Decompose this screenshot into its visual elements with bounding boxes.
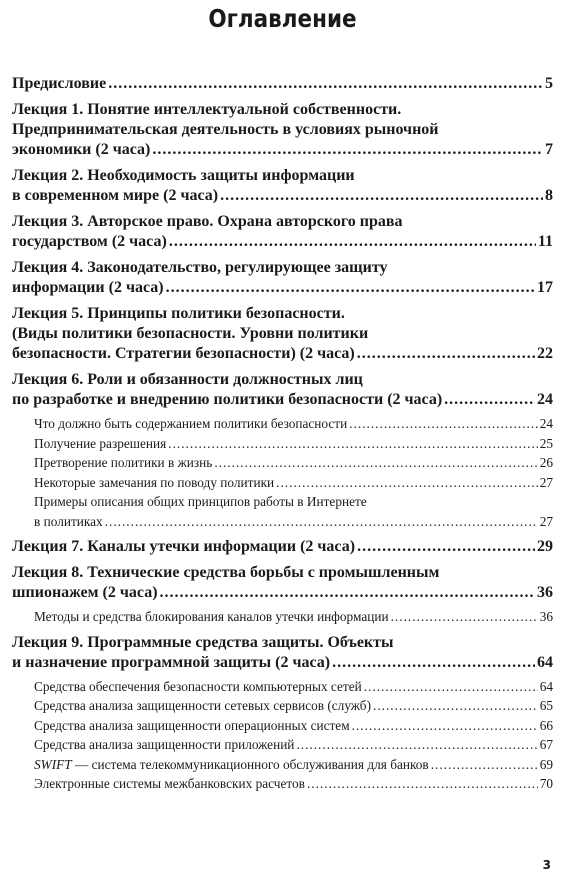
toc-entry-text: Примеры описания общих принципов работы в Интернете (34, 494, 367, 509)
toc-page-number: 29 (537, 538, 553, 555)
toc-entry-text: Лекция 3. Авторское право. Охрана авторского права (12, 213, 403, 230)
toc-entry-text: и назначение программной защиты (2 часа) (12, 653, 331, 671)
dot-leader (168, 434, 537, 454)
toc-page-number: 17 (537, 279, 553, 296)
toc-subentry (12, 414, 553, 434)
toc-entry-text: Лекция 2. Необходимость защиты информации (12, 167, 355, 184)
toc-subentry (12, 492, 553, 531)
toc-entry (12, 74, 553, 94)
toc-page-number: 8 (545, 187, 553, 204)
dot-leader (357, 537, 535, 557)
toc-entry (12, 537, 553, 557)
dot-leader (166, 278, 535, 298)
dot-leader (444, 390, 535, 410)
toc-entry-text: Лекция 5. Принципы политики безопасности. (12, 305, 345, 322)
toc-entry-text: (Виды политики безопасности. Уровни политики (12, 325, 369, 342)
dot-leader (431, 755, 538, 775)
toc-page-number: 64 (539, 678, 553, 694)
toc-subentry (12, 473, 553, 493)
toc-page-number: 27 (539, 513, 553, 529)
toc-entry-text: Средства анализа защищенности приложений (34, 737, 295, 752)
toc-page-number: 27 (539, 474, 553, 490)
toc-entry-text: Лекция 4. Законодательство, регулирующее защиту (12, 259, 388, 276)
dot-leader (307, 774, 538, 794)
toc-page-number: 26 (539, 455, 553, 470)
toc-entry-text: информации (2 часа) (12, 279, 164, 296)
dot-leader (152, 140, 543, 160)
toc-entry (12, 633, 553, 673)
toc-entry (12, 212, 553, 252)
toc-entry (12, 563, 553, 603)
toc-entry (12, 100, 553, 160)
page-number: 3 (542, 858, 551, 872)
dot-leader (108, 74, 543, 94)
dot-leader (220, 186, 543, 206)
table-of-contents (12, 74, 553, 800)
toc-page-number: 7 (545, 141, 553, 158)
toc-page-number: 24 (537, 391, 553, 408)
toc-entry-text: Предпринимательская деятельность в условиях рыночной (12, 121, 439, 138)
toc-entry-text: экономики (2 часа) (12, 141, 151, 158)
toc-page-number: 70 (539, 776, 553, 791)
toc-entry (12, 166, 553, 206)
toc-subentry-group (12, 414, 553, 531)
dot-leader (160, 583, 535, 603)
toc-entry-text: Лекция 8. Технические средства борьбы с промышленным (12, 564, 440, 581)
toc-entry-text: по разработке и внедрению политики безопасности (2 часа) (12, 391, 443, 408)
toc-entry-text: Средства анализа защищенности операционных систем (34, 717, 350, 733)
toc-entry-text: Что должно быть содержанием политики безопасности (34, 416, 348, 431)
toc-subentry (12, 774, 553, 794)
toc-entry-text: Лекция 6. Роли и обязанности должностных лиц (12, 371, 363, 388)
toc-entry-text: SWIFT — система телекоммуникационного обслуживания для банков (34, 756, 429, 772)
toc-entry-text: Претворение политики в жизнь (34, 455, 213, 470)
toc-entry-text: Методы и средства блокирования каналов утечки информации (34, 609, 389, 624)
dot-leader (296, 735, 537, 755)
toc-page-number: 64 (537, 653, 553, 671)
toc-entry-text: Средства анализа защищенности сетевых сервисов (служб) (34, 698, 371, 713)
toc-entry (12, 258, 553, 298)
dot-leader (214, 453, 537, 473)
toc-entry (12, 304, 553, 364)
toc-entry-text: в политиках (34, 513, 103, 529)
toc-entry-text: Электронные системы межбанковских расчетов (34, 776, 305, 791)
toc-entry-text: государством (2 часа) (12, 233, 167, 250)
toc-entry-text: безопасности. Стратегии безопасности) (2 часа) (12, 345, 355, 362)
toc-page-number: 24 (539, 416, 553, 431)
toc-entry-text: Лекция 1. Понятие интеллектуальной собственности. (12, 101, 402, 118)
dot-leader (352, 716, 538, 736)
dot-leader (373, 696, 538, 716)
toc-subentry (12, 453, 553, 473)
toc-page-number: 36 (537, 584, 553, 601)
toc-subentry (12, 716, 553, 736)
toc-page-number: 36 (539, 609, 553, 624)
dot-leader (364, 677, 538, 697)
page-title: Оглавление (208, 4, 357, 33)
toc-subentry (12, 696, 553, 716)
dot-leader (105, 512, 538, 532)
toc-page-number: 5 (545, 75, 553, 92)
toc-page-number: 25 (539, 435, 553, 451)
toc-subentry (12, 735, 553, 755)
toc-entry-text: Лекция 7. Каналы утечки информации (2 часа) (12, 538, 356, 555)
toc-page-number: 65 (539, 698, 553, 713)
toc-entry-text: Получение разрешения (34, 435, 167, 451)
toc-entry-text: Предисловие (12, 75, 107, 92)
toc-entry-text: шпионажем (2 часа) (12, 584, 158, 601)
toc-subentry-group (12, 607, 553, 627)
toc-entry-text: Лекция 9. Программные средства защиты. Объекты (12, 633, 394, 651)
dot-leader (169, 232, 536, 252)
toc-page-number: 69 (539, 756, 553, 772)
dot-leader (391, 607, 538, 627)
dot-leader (349, 414, 537, 434)
toc-page-number: 11 (537, 233, 553, 250)
dot-leader (276, 473, 538, 493)
toc-subentry (12, 677, 553, 697)
toc-subentry (12, 755, 553, 775)
toc-subentry (12, 607, 553, 627)
dot-leader (332, 653, 535, 673)
toc-page-number: 22 (537, 345, 553, 362)
toc-page-number: 67 (539, 737, 553, 752)
dot-leader (357, 344, 535, 364)
toc-subentry-group (12, 677, 553, 794)
toc-entry-text: Средства обеспечения безопасности компьютерных сетей (34, 678, 362, 694)
toc-entry (12, 370, 553, 410)
toc-entry-text: в современном мире (2 часа) (12, 187, 219, 204)
toc-entry-text: Некоторые замечания по поводу политики (34, 474, 275, 490)
toc-subentry (12, 434, 553, 454)
toc-page-number: 66 (539, 717, 553, 733)
